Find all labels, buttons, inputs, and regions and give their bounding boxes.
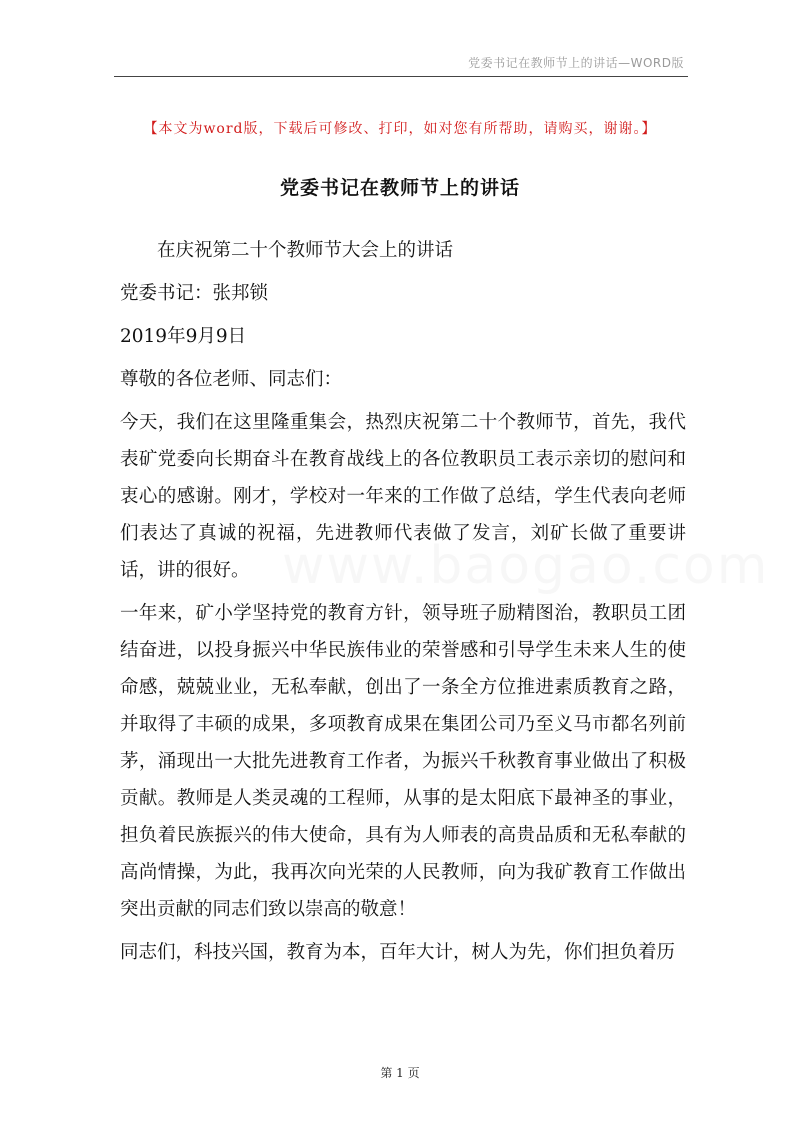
document-body bbox=[120, 232, 686, 971]
body-paragraph: 同志们，科技兴国，教育为本，百年大计，树人为先，你们担负着历 bbox=[120, 942, 676, 963]
download-notice: 【本文为word版，下载后可修改、打印，如对您有所帮助，请购买，谢谢。】 bbox=[143, 121, 657, 137]
salutation: 尊敬的各位老师、同志们： bbox=[120, 369, 343, 390]
running-header: 党委书记在教师节上的讲话—WORD版 bbox=[468, 56, 684, 70]
body-paragraph: 一年来，矿小学坚持党的教育方针，领导班子励精图治，教职员工团结奋进，以投身振兴中华民族伟业的荣誉感和引导学生未来人生的使命感，兢兢业业，无私奉献，创出了一条全方位推进素质教育之路，并取得了丰硕的成果，多项教育成果在集团公司乃至义马市都名列前茅，涌现出一大批先进教育工作者，为振兴千秋教育事业做出了积极贡献。教师是人类灵魂的工程师，从事的是太阳底下最神圣的事业，担负着民族振兴的伟大使命，具有为人师表的高贵品质和无私奉献的高尚情操，为此，我再次向光荣的人民教师，向为我矿教育工作做出突出贡献的同志们致以崇高的敬意！ bbox=[120, 603, 686, 920]
watermark: www.baogao.com bbox=[282, 536, 770, 596]
speech-subtitle: 在庆祝第二十个教师节大会上的讲话 bbox=[157, 240, 454, 261]
page-number: 第 1 页 bbox=[380, 1066, 420, 1080]
speaker-line: 党委书记：张邦锁 bbox=[120, 283, 269, 304]
date-line: 2019年9月9日 bbox=[120, 326, 247, 347]
header-divider bbox=[114, 76, 688, 77]
body-paragraph: 今天，我们在这里隆重集会，热烈庆祝第二十个教师节，首先，我代表矿党委向长期奋斗在教育战线上的各位教职员工表示亲切的慰问和衷心的感谢。刚才，学校对一年来的工作做了总结，学生代表向老师们表达了真诚的祝福，先进教师代表做了发言，刘矿长做了重要讲话，讲的很好。 bbox=[120, 412, 686, 581]
document-title: 党委书记在教师节上的讲话 bbox=[279, 177, 520, 199]
